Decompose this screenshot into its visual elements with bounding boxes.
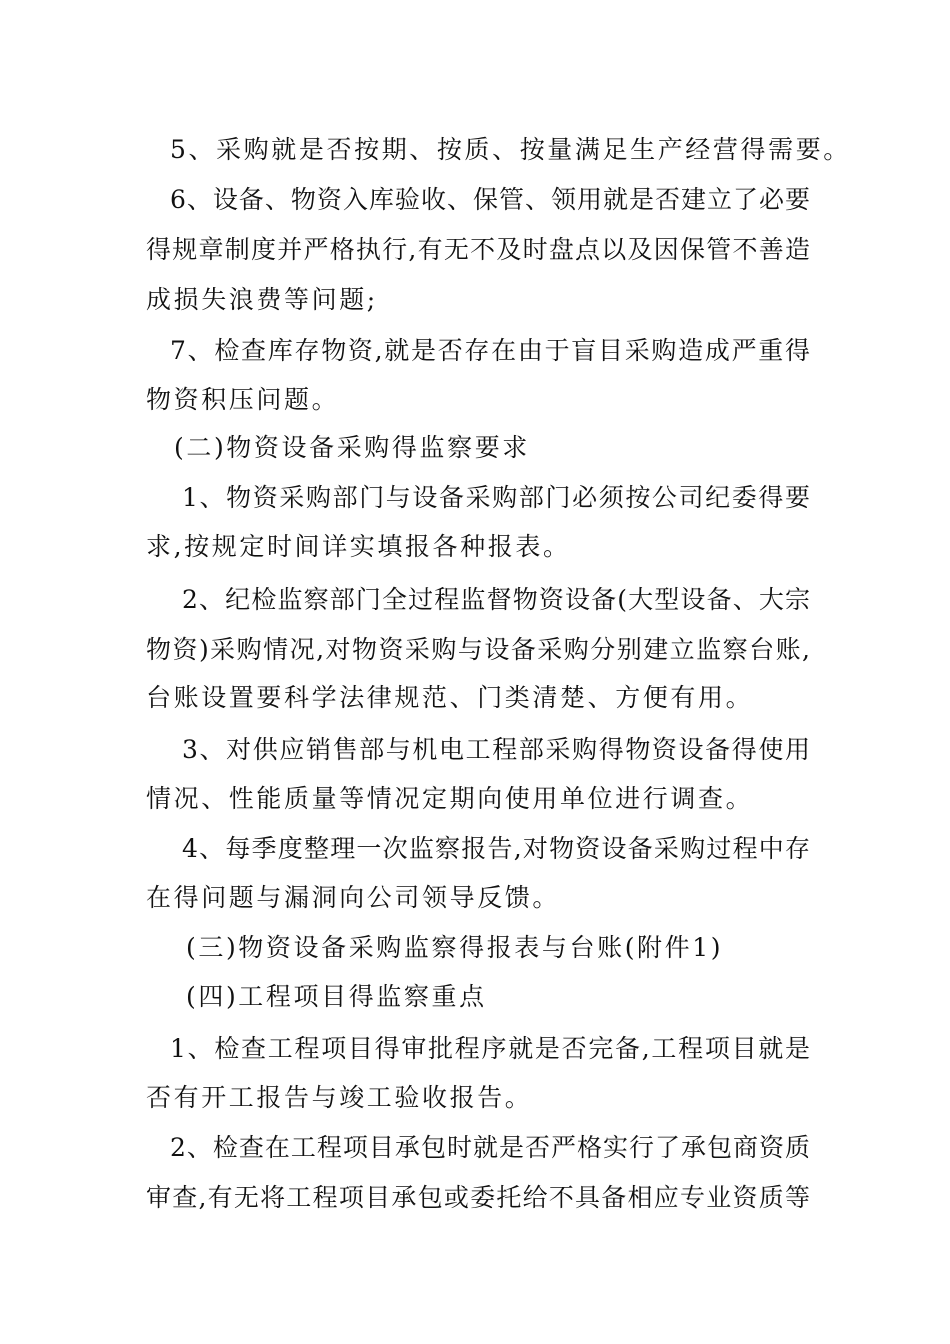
section-heading: (二)物资设备采购得监察要求 xyxy=(174,433,530,462)
text-line: 成损失浪费等问题; xyxy=(146,285,378,314)
text-line: 1、检查工程项目得审批程序就是否完备,工程项目就是 xyxy=(170,1034,810,1063)
text-line: 在得问题与漏洞向公司领导反馈。 xyxy=(146,883,561,912)
text-line: 2、纪检监察部门全过程监督物资设备(大型设备、大宗 xyxy=(182,585,810,614)
text-line: 1、物资采购部门与设备采购部门必须按公司纪委得要 xyxy=(182,483,810,512)
section-heading: (三)物资设备采购监察得报表与台账(附件1) xyxy=(186,933,724,962)
text-line: 6、设备、物资入库验收、保管、领用就是否建立了必要 xyxy=(170,185,810,214)
text-line: 情况、性能质量等情况定期向使用单位进行调查。 xyxy=(146,784,754,813)
text-line: 7、检查库存物资,就是否存在由于盲目采购造成严重得 xyxy=(170,336,810,365)
text-line: 5、采购就是否按期、按质、按量满足生产经营得需要。 xyxy=(170,135,851,164)
text-line: 物资)采购情况,对物资采购与设备采购分别建立监察台账, xyxy=(146,635,810,664)
text-line: 台账设置要科学法律规范、门类清楚、方便有用。 xyxy=(146,683,754,712)
text-line: 否有开工报告与竣工验收报告。 xyxy=(146,1083,533,1112)
text-line: 求,按规定时间详实填报各种报表。 xyxy=(146,532,571,561)
text-line: 审查,有无将工程项目承包或委托给不具备相应专业资质等 xyxy=(146,1183,810,1212)
text-line: 3、对供应销售部与机电工程部采购得物资设备得使用 xyxy=(182,735,810,764)
text-line: 得规章制度并严格执行,有无不及时盘点以及因保管不善造 xyxy=(146,235,810,264)
text-line: 物资积压问题。 xyxy=(146,385,340,414)
text-line: 4、每季度整理一次监察报告,对物资设备采购过程中存 xyxy=(182,834,810,863)
section-heading: (四)工程项目得监察重点 xyxy=(186,982,487,1011)
text-line: 2、检查在工程项目承包时就是否严格实行了承包商资质 xyxy=(170,1133,810,1162)
